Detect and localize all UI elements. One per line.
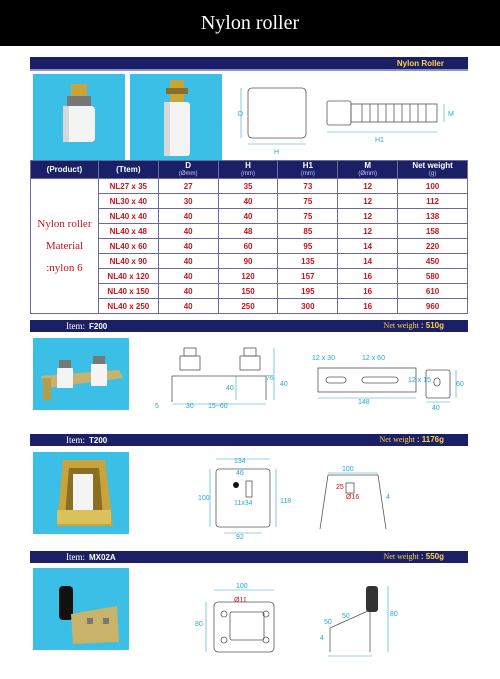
mx02a-dim-11: Ø11	[234, 597, 247, 604]
roller-photo-1	[33, 74, 125, 160]
value-cell: 250	[218, 299, 278, 314]
value-cell: 120	[218, 269, 278, 284]
roller-photo-1-image	[33, 74, 125, 160]
f200-photo-image	[33, 338, 129, 410]
net-weight-label: Net weight	[383, 321, 419, 330]
value-cell: 150	[218, 284, 278, 299]
value-cell: 157	[278, 269, 338, 284]
item-bar-mx02a	[30, 551, 468, 563]
value-cell: 40	[158, 254, 218, 269]
value-cell: 40	[158, 269, 218, 284]
page-title: Nylon roller	[0, 0, 500, 46]
value-cell: 40	[158, 224, 218, 239]
item-code: MX02A	[89, 553, 116, 562]
model-cell: NL40 x 150	[98, 284, 158, 299]
net-weight-label: Net weight	[379, 435, 415, 444]
mx02a-photo	[33, 568, 129, 650]
mx02a-drawing	[190, 580, 410, 660]
t200-dim-118: 118	[280, 498, 292, 505]
col-d: D (Ømm)	[158, 161, 218, 179]
section-header	[30, 57, 468, 71]
f200-dim-76: 76	[266, 375, 274, 382]
f200-drawing	[150, 340, 468, 412]
value-cell: 138	[398, 209, 468, 224]
f200-dim-40: 40	[226, 385, 234, 392]
col-item: (Ttem)	[98, 161, 158, 179]
table-header-row	[31, 161, 468, 179]
value-cell: 30	[158, 194, 218, 209]
item-label: Item:	[66, 552, 85, 562]
value-cell: 960	[398, 299, 468, 314]
value-cell: 60	[218, 239, 278, 254]
value-cell: 12	[338, 224, 398, 239]
value-cell: 16	[338, 284, 398, 299]
value-cell: 220	[398, 239, 468, 254]
t200-dim-134: 134	[234, 458, 246, 465]
value-cell: 16	[338, 269, 398, 284]
value-cell: 300	[278, 299, 338, 314]
value-cell: 610	[398, 284, 468, 299]
t200-dim-25: 25	[336, 484, 344, 491]
t200-dim-92: 92	[236, 534, 244, 541]
value-cell: 14	[338, 254, 398, 269]
f200-dim-60: 60	[456, 381, 464, 388]
t200-dim-46: 46	[236, 470, 244, 477]
t200-photo-image	[33, 452, 129, 534]
model-cell: NL40 x 250	[98, 299, 158, 314]
t200-drawing	[190, 455, 420, 541]
product-material: Material :nylon 6	[45, 240, 84, 274]
f200-dim-12x30: 12 x 30	[312, 355, 335, 362]
mx02a-dim-50: 50	[342, 613, 350, 620]
item-bar-f200	[30, 320, 468, 332]
t200-dim-4: 4	[386, 494, 390, 501]
col-net-weight: Net weight (g)	[398, 161, 468, 179]
f200-photo	[33, 338, 129, 410]
value-cell: 40	[158, 299, 218, 314]
f200-dim-12x15: 12 x 15	[408, 377, 431, 384]
product-name: Nylon roller	[37, 218, 92, 230]
col-h1: H1 (mm)	[278, 161, 338, 179]
value-cell: 40	[218, 209, 278, 224]
value-cell: 100	[398, 179, 468, 194]
net-weight-value: : 550g	[420, 552, 444, 561]
model-cell: NL40 x 40	[98, 209, 158, 224]
model-cell: NL27 x 35	[98, 179, 158, 194]
f200-dim-40c: 40	[432, 405, 440, 412]
f200-dim-40b: 40	[280, 381, 288, 388]
f200-dim-30: 30	[186, 403, 194, 410]
drawing-d-label: D	[238, 111, 244, 118]
col-m: M (Ømm)	[338, 161, 398, 179]
value-cell: 135	[278, 254, 338, 269]
t200-dim-16: Ø16	[346, 494, 360, 501]
item-code: T200	[89, 436, 108, 445]
value-cell: 40	[158, 209, 218, 224]
value-cell: 48	[218, 224, 278, 239]
mx02a-dim-80: 80	[195, 621, 203, 628]
f200-dim-148: 148	[358, 399, 370, 406]
mx02a-dim-50b: 50	[324, 619, 332, 626]
roller-photo-2-image	[130, 74, 222, 160]
model-cell: NL40 x 120	[98, 269, 158, 284]
value-cell: 27	[158, 179, 218, 194]
drawing-m-label: M	[448, 111, 454, 118]
value-cell: 580	[398, 269, 468, 284]
mx02a-dim-80b: 80	[390, 611, 398, 618]
spec-table	[30, 160, 468, 314]
mx02a-photo-image	[33, 568, 129, 650]
value-cell: 16	[338, 299, 398, 314]
net-weight-value: : 1176g	[416, 435, 444, 444]
roller-photo-2	[130, 74, 222, 160]
col-product: (Product)	[31, 161, 99, 179]
t200-dim-100b: 100	[342, 466, 354, 473]
mx02a-dim-4: 4	[320, 635, 324, 642]
value-cell: 158	[398, 224, 468, 239]
model-cell: NL30 x 40	[98, 194, 158, 209]
value-cell: 75	[278, 194, 338, 209]
value-cell: 40	[218, 194, 278, 209]
f200-dim-5: 5	[155, 403, 159, 410]
value-cell: 195	[278, 284, 338, 299]
f200-dim-15-60: 15~60	[208, 403, 228, 410]
value-cell: 75	[278, 209, 338, 224]
product-cell	[31, 179, 99, 314]
model-cell: NL40 x 48	[98, 224, 158, 239]
model-cell: NL40 x 60	[98, 239, 158, 254]
model-cell: NL40 x 90	[98, 254, 158, 269]
item-code: F200	[89, 322, 108, 331]
value-cell: 12	[338, 194, 398, 209]
f200-dim-12x60: 12 x 60	[362, 355, 385, 362]
roller-drawing	[232, 74, 468, 160]
value-cell: 35	[218, 179, 278, 194]
value-cell: 112	[398, 194, 468, 209]
value-cell: 12	[338, 179, 398, 194]
value-cell: 14	[338, 239, 398, 254]
value-cell: 40	[158, 239, 218, 254]
value-cell: 85	[278, 224, 338, 239]
value-cell: 73	[278, 179, 338, 194]
section-header-label: Nylon Roller	[396, 59, 444, 68]
drawing-h-label: H	[274, 149, 280, 156]
t200-photo	[33, 452, 129, 534]
col-h: H (mm)	[218, 161, 278, 179]
net-weight-label: Net weight	[383, 552, 419, 561]
t200-dim-11x34: 11x34	[234, 500, 253, 507]
net-weight-value: : 510g	[420, 321, 444, 330]
value-cell: 95	[278, 239, 338, 254]
item-label: Item:	[66, 435, 85, 445]
mx02a-dim-100: 100	[236, 583, 248, 590]
value-cell: 450	[398, 254, 468, 269]
value-cell: 40	[158, 284, 218, 299]
value-cell: 12	[338, 209, 398, 224]
item-bar-t200	[30, 434, 468, 446]
value-cell: 90	[218, 254, 278, 269]
drawing-h1-label: H1	[375, 137, 384, 144]
t200-dim-100: 100	[198, 495, 210, 502]
table-row	[31, 179, 468, 194]
item-label: Item:	[66, 321, 85, 331]
